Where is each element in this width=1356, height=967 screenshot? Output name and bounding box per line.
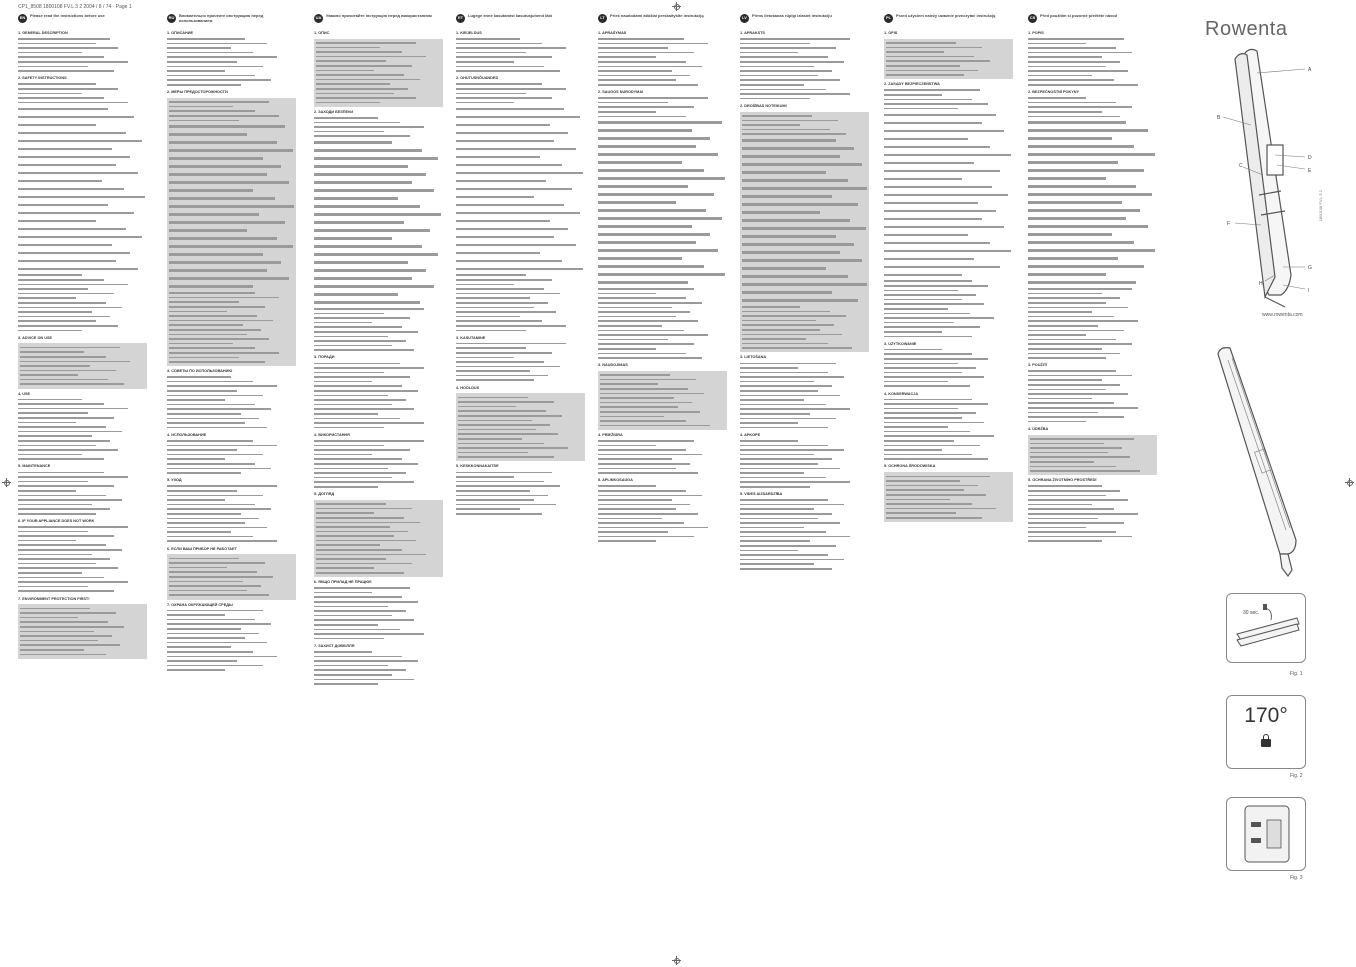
language-badge: LT bbox=[598, 14, 607, 23]
language-badge: UA bbox=[314, 14, 323, 23]
section-heading: 6. ЯКЩО ПРИЛАД НЕ ПРАЦЮЄ bbox=[314, 580, 372, 585]
section-heading: 4. KONSERWACJA bbox=[884, 391, 919, 396]
callout-label: F bbox=[1227, 221, 1231, 227]
column-title: Lugege enne kasutamist kasutusjuhend läbi bbox=[468, 14, 553, 18]
text-block bbox=[167, 98, 296, 366]
temperature-display: 170° bbox=[1244, 704, 1288, 727]
section-heading: 3. СОВЕТЫ ПО ИСПОЛЬЗОВАНИЮ bbox=[167, 369, 233, 374]
callout-label: I bbox=[1308, 288, 1310, 294]
column-title: Prieš naudodami atidžiai perskaitykite instrukciją bbox=[610, 14, 704, 18]
text-block bbox=[456, 470, 585, 516]
text-block bbox=[167, 37, 296, 88]
section-heading: 3. POUŽITÍ bbox=[1028, 363, 1048, 368]
text-block bbox=[1028, 484, 1157, 544]
column-header bbox=[18, 14, 147, 28]
text-block bbox=[884, 88, 1013, 339]
callout-label: A bbox=[1308, 67, 1312, 73]
section-heading: 7. ENVIRONMENT PROTECTION FIRST! bbox=[18, 596, 90, 601]
text-block bbox=[456, 82, 585, 333]
section-heading: 2. SAUGOS NURODYMAI bbox=[598, 90, 644, 95]
text-block bbox=[18, 470, 147, 516]
section-heading: 3. UŻYTKOWANIE bbox=[884, 341, 917, 346]
section-heading: 1. APRAŠYMAS bbox=[598, 31, 627, 35]
section-heading: 1. KIRJELDUS bbox=[456, 31, 482, 35]
column-title: Pirms lietošanas rūpīgi izlasiet instrukciju bbox=[752, 14, 832, 18]
section-heading: 5. ДОГЛЯД bbox=[314, 492, 335, 497]
column-title: Внимательно прочтите инструкцию перед использованием bbox=[179, 14, 264, 23]
text-block bbox=[314, 439, 443, 490]
figure-1 bbox=[1226, 593, 1306, 663]
section-heading: 4. APKOPE bbox=[740, 432, 761, 437]
text-block bbox=[1028, 37, 1157, 88]
text-block bbox=[598, 96, 727, 360]
figure-3 bbox=[1226, 797, 1306, 871]
text-block bbox=[740, 439, 869, 490]
section-heading: 5. KESKKONNAKAITSE bbox=[456, 464, 499, 469]
text-block bbox=[456, 341, 585, 382]
straightener-closed-diagram bbox=[1210, 340, 1310, 590]
text-block bbox=[18, 604, 147, 659]
section-heading: 5. APLINKOSAUGA bbox=[598, 478, 633, 483]
text-block bbox=[1028, 96, 1157, 360]
section-heading: 2. DROŠĪBAS NOTEIKUMI bbox=[740, 103, 787, 108]
language-column-pl bbox=[884, 14, 1013, 959]
text-block bbox=[456, 37, 585, 74]
text-block bbox=[884, 39, 1013, 80]
text-block bbox=[314, 116, 443, 353]
product-code: 1800108 FV.L 3 2 bbox=[1318, 190, 1323, 222]
text-block bbox=[598, 484, 727, 544]
text-block bbox=[598, 439, 727, 476]
section-heading: 1. ОПИСАНИЕ bbox=[167, 31, 194, 35]
callout-label: C bbox=[1239, 163, 1243, 169]
text-block bbox=[740, 361, 869, 430]
column-header bbox=[314, 14, 443, 28]
lock-switch-icon bbox=[1227, 798, 1305, 870]
language-badge: CS bbox=[1028, 14, 1037, 23]
language-badge: RU bbox=[167, 14, 176, 23]
section-heading: 3. ADVICE ON USE bbox=[18, 335, 53, 340]
text-block bbox=[314, 39, 443, 107]
text-block bbox=[740, 498, 869, 572]
figure-3-caption: Fig. 3 bbox=[1290, 875, 1303, 881]
section-heading: 2. МЕРЫ ПРЕДОСТОРОЖНОСТИ bbox=[167, 90, 228, 95]
callout-label: D bbox=[1308, 155, 1312, 161]
section-heading: 5. УХОД bbox=[167, 478, 182, 483]
text-block bbox=[884, 397, 1013, 461]
section-heading: 6. IF YOUR APPLIANCE DOES NOT WORK bbox=[18, 519, 95, 523]
column-header bbox=[740, 14, 869, 28]
section-heading: 3. KASUTAMINE bbox=[456, 335, 486, 340]
language-column-et bbox=[456, 14, 585, 959]
text-block bbox=[740, 37, 869, 101]
section-heading: 3. ПОРАДИ bbox=[314, 355, 335, 360]
text-block bbox=[167, 484, 296, 544]
print-header: CP1_8508 1800108 FV.L 3 2 2004 / 8 / 74 - Page 1 bbox=[18, 4, 132, 10]
section-heading: 6. ЕСЛИ ВАШ ПРИБОР НЕ РАБОТАЕТ bbox=[167, 546, 237, 551]
callout-label: B bbox=[1217, 115, 1221, 121]
section-heading: 2. SAFETY INSTRUCTIONS bbox=[18, 76, 67, 81]
section-heading: 1. GENERAL DESCRIPTION bbox=[18, 31, 68, 35]
text-block bbox=[167, 375, 296, 430]
column-title: Please read the instructions before use bbox=[30, 14, 105, 18]
text-block bbox=[314, 586, 443, 641]
column-header bbox=[456, 14, 585, 28]
language-badge: ET bbox=[456, 14, 465, 23]
section-heading: 1. APRAKSTS bbox=[740, 31, 765, 35]
column-title: Уважно прочитайте інструкцію перед використанням bbox=[326, 14, 432, 18]
website: www.rowenta.com bbox=[1262, 312, 1303, 318]
column-title: Před použitím si pozorně přečtěte návod bbox=[1040, 14, 1118, 18]
language-column-cs bbox=[1028, 14, 1157, 959]
timer-label: 30 sec. bbox=[1243, 610, 1260, 616]
text-block bbox=[314, 500, 443, 578]
text-block bbox=[314, 361, 443, 430]
text-block bbox=[18, 37, 147, 74]
straightener-plug-icon bbox=[1227, 594, 1305, 662]
text-block bbox=[1028, 369, 1157, 424]
text-block bbox=[167, 554, 296, 599]
text-block bbox=[1028, 435, 1157, 476]
section-heading: 2. ZASADY BEZPIECZEŃSTWA bbox=[884, 82, 940, 87]
section-heading: 4. ВИКОРИСТАННЯ bbox=[314, 432, 350, 437]
column-header bbox=[1028, 14, 1157, 28]
section-heading: 1. ОПИС bbox=[314, 31, 330, 35]
text-block bbox=[167, 439, 296, 476]
text-block bbox=[884, 472, 1013, 522]
lock-icon bbox=[1261, 739, 1271, 747]
language-badge: PL bbox=[884, 14, 893, 23]
column-title: Przed użyciem należy uważnie przeczytać instrukcję bbox=[896, 14, 996, 18]
text-block bbox=[18, 525, 147, 594]
section-heading: 5. VIDES AIZSARDZĪBA bbox=[740, 492, 783, 497]
section-heading: 4. USE bbox=[18, 391, 31, 396]
language-column-lv bbox=[740, 14, 869, 959]
language-column-en bbox=[18, 14, 147, 959]
registration-mark-icon bbox=[672, 2, 681, 11]
text-block bbox=[598, 371, 727, 430]
callout-label: G bbox=[1308, 265, 1312, 271]
registration-mark-icon bbox=[1345, 478, 1354, 487]
text-block bbox=[167, 608, 296, 672]
section-heading: 2. BEZPEČNOSTNÍ POKYNY bbox=[1028, 90, 1080, 95]
text-block bbox=[456, 393, 585, 461]
callout-label: H bbox=[1259, 281, 1263, 287]
registration-mark-icon bbox=[2, 478, 11, 487]
text-block bbox=[18, 343, 147, 388]
language-badge: LV bbox=[740, 14, 749, 23]
text-block bbox=[314, 649, 443, 686]
language-column-ru bbox=[167, 14, 296, 959]
callout-label: E bbox=[1308, 168, 1312, 174]
section-heading: 4. HOOLDUS bbox=[456, 385, 480, 390]
text-block bbox=[18, 82, 147, 333]
section-heading: 4. PRIEŽIŪRA bbox=[598, 432, 623, 437]
section-heading: 3. LIETOŠANA bbox=[740, 355, 767, 360]
section-heading: 5. OCHRANA ŽIVOTNÍHO PROSTŘEDÍ bbox=[1028, 478, 1097, 483]
registration-mark-icon bbox=[672, 956, 681, 965]
figure-2 bbox=[1226, 695, 1306, 769]
language-badge: EN bbox=[18, 14, 27, 23]
column-header bbox=[884, 14, 1013, 28]
column-header bbox=[598, 14, 727, 28]
language-column-lt bbox=[598, 14, 727, 959]
section-heading: 7. ОХРАНА ОКРУЖАЮЩЕЙ СРЕДЫ bbox=[167, 602, 233, 607]
figure-1-caption: Fig. 1 bbox=[1290, 671, 1303, 677]
column-header bbox=[167, 14, 296, 28]
section-heading: 3. NAUDOJIMAS bbox=[598, 363, 628, 368]
section-heading: 4. ИСПОЛЬЗОВАНИЕ bbox=[167, 432, 207, 437]
text-block bbox=[598, 37, 727, 88]
brand-logo: Rowenta bbox=[1205, 18, 1288, 40]
section-heading: 1. POPIS bbox=[1028, 31, 1044, 35]
text-block bbox=[884, 347, 1013, 388]
section-heading: 2. ЗАХОДИ БЕЗПЕКИ bbox=[314, 109, 354, 114]
figure-2-caption: Fig. 2 bbox=[1290, 773, 1303, 779]
straightener-diagram bbox=[1205, 45, 1320, 310]
section-heading: 2. OHUTUSNÕUANDED bbox=[456, 76, 499, 81]
language-column-ua bbox=[314, 14, 443, 959]
section-heading: 7. ЗАХИСТ ДОВКІЛЛЯ bbox=[314, 643, 355, 648]
text-block bbox=[18, 397, 147, 461]
section-heading: 5. OCHRONA ŚRODOWISKA bbox=[884, 464, 936, 469]
section-heading: 4. ÚDRŽBA bbox=[1028, 426, 1049, 431]
section-heading: 1. OPIS bbox=[884, 31, 898, 35]
section-heading: 5. MAINTENANCE bbox=[18, 464, 51, 469]
text-block bbox=[740, 112, 869, 353]
